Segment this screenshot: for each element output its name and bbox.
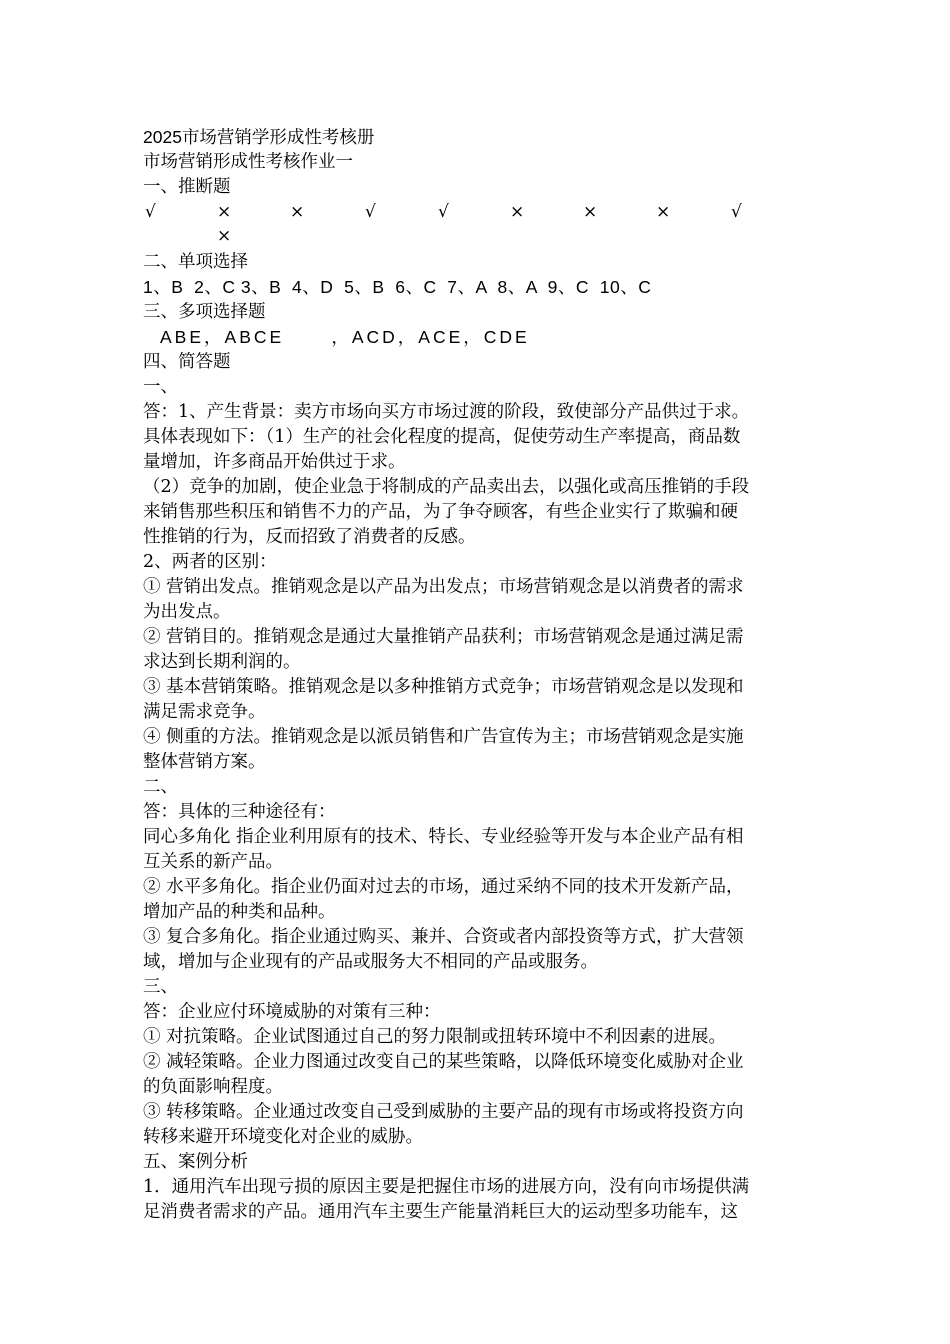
question-label: 二、 [143, 777, 178, 797]
answer-line: ② 营销目的。推销观念是通过大量推销产品获利；市场营销观念是通过满足需 [143, 627, 744, 647]
answer-line: 答：具体的三种途径有： [143, 802, 336, 822]
section3-heading: 三、多项选择题 [143, 302, 266, 322]
answer-line: 性推销的行为，反而招致了消费者的反感。 [143, 527, 476, 547]
judgement-mark: × [656, 202, 671, 222]
answer-line: ① 对抗策略。企业试图通过自己的努力限制或扭转环境中不利因素的进展。 [143, 1027, 727, 1047]
answer-line: 增加产品的种类和品种。 [143, 902, 336, 922]
judgement-mark: √ [145, 202, 156, 222]
judgement-mark: × [217, 202, 232, 222]
answer-line: 满足需求竞争。 [143, 702, 266, 722]
answer-line: 同心多角化 指企业利用原有的技术、特长、专业经验等开发与本企业产品有相 [143, 827, 744, 847]
answer-line: 答：企业应付环境威胁的对策有三种： [143, 1002, 441, 1022]
judgement-mark: √ [731, 202, 742, 222]
judgement-mark: √ [438, 202, 449, 222]
answer-line: 量增加，许多商品开始供过于求。 [143, 452, 406, 472]
answer-line: ① 营销出发点。推销观念是以产品为出发点；市场营销观念是以消费者的需求 [143, 577, 744, 597]
section4-heading: 四、简答题 [143, 352, 231, 372]
answer-line: 1．通用汽车出现亏损的原因主要是把握住市场的进展方向，没有向市场提供满 [143, 1177, 750, 1197]
answer-line: 的负面影响程度。 [143, 1077, 283, 1097]
answer-line: 来销售那些积压和销售不力的产品，为了争夺顾客，有些企业实行了欺骗和硬 [143, 502, 738, 522]
judgement-mark: × [583, 202, 598, 222]
judgement-mark: × [510, 202, 525, 222]
judgement-mark: × [290, 202, 305, 222]
judgement-mark: × [217, 226, 232, 246]
answer-line: ③ 复合多角化。指企业通过购买、兼并、合资或者内部投资等方式，扩大营领 [143, 927, 744, 947]
answer-line: 转移来避开环境变化对企业的威胁。 [143, 1127, 423, 1147]
section1-heading: 一、推断题 [143, 177, 231, 197]
answer-line: ③ 转移策略。企业通过改变自己受到威胁的主要产品的现有市场或将投资方向 [143, 1102, 744, 1122]
section5-heading: 五、案例分析 [143, 1152, 248, 1172]
question-label: 一、 [143, 377, 178, 397]
answer-line: 2、两者的区别： [143, 552, 277, 572]
multi-choice-answers: ABE，ABCE ，ACD，ACE，CDE [160, 327, 530, 347]
judgement-mark: √ [365, 202, 376, 222]
answer-line: 互关系的新产品。 [143, 852, 283, 872]
answer-line: 足消费者需求的产品。通用汽车主要生产能量消耗巨大的运动型多功能车，这 [143, 1202, 738, 1222]
answer-line: ② 水平多角化。指企业仍面对过去的市场，通过采纳不同的技术开发新产品， [143, 877, 744, 897]
answer-line: 域，增加与企业现有的产品或服务大不相同的产品或服务。 [143, 952, 598, 972]
answer-line: ④ 侧重的方法。推销观念是以派员销售和广告宣传为主；市场营销观念是实施 [143, 727, 744, 747]
answer-line: 整体营销方案。 [143, 752, 266, 772]
document-title: 2025市场营销学形成性考核册 [143, 127, 375, 147]
answer-line: 答：1、产生背景：卖方市场向买方市场过渡的阶段，致使部分产品供过于求。 [143, 402, 750, 422]
question-label: 三、 [143, 977, 178, 997]
answer-line: 求达到长期利润的。 [143, 652, 301, 672]
answer-line: 具体表现如下：（1）生产的社会化程度的提高，促使劳动生产率提高，商品数 [143, 427, 741, 447]
answer-line: ③ 基本营销策略。推销观念是以多种推销方式竞争；市场营销观念是以发现和 [143, 677, 744, 697]
answer-line: （2）竞争的加剧，使企业急于将制成的产品卖出去，以强化或高压推销的手段 [143, 477, 750, 497]
answer-line: 为出发点。 [143, 602, 231, 622]
single-choice-answers: 1、B 2、C 3、B 4、D 5、B 6、C 7、A 8、A 9、C 10、C [143, 277, 652, 297]
section2-heading: 二、单项选择 [143, 252, 248, 272]
document-subtitle: 市场营销形成性考核作业一 [143, 152, 353, 172]
answer-line: ② 减轻策略。企业力图通过改变自己的某些策略，以降低环境变化威胁对企业 [143, 1052, 744, 1072]
